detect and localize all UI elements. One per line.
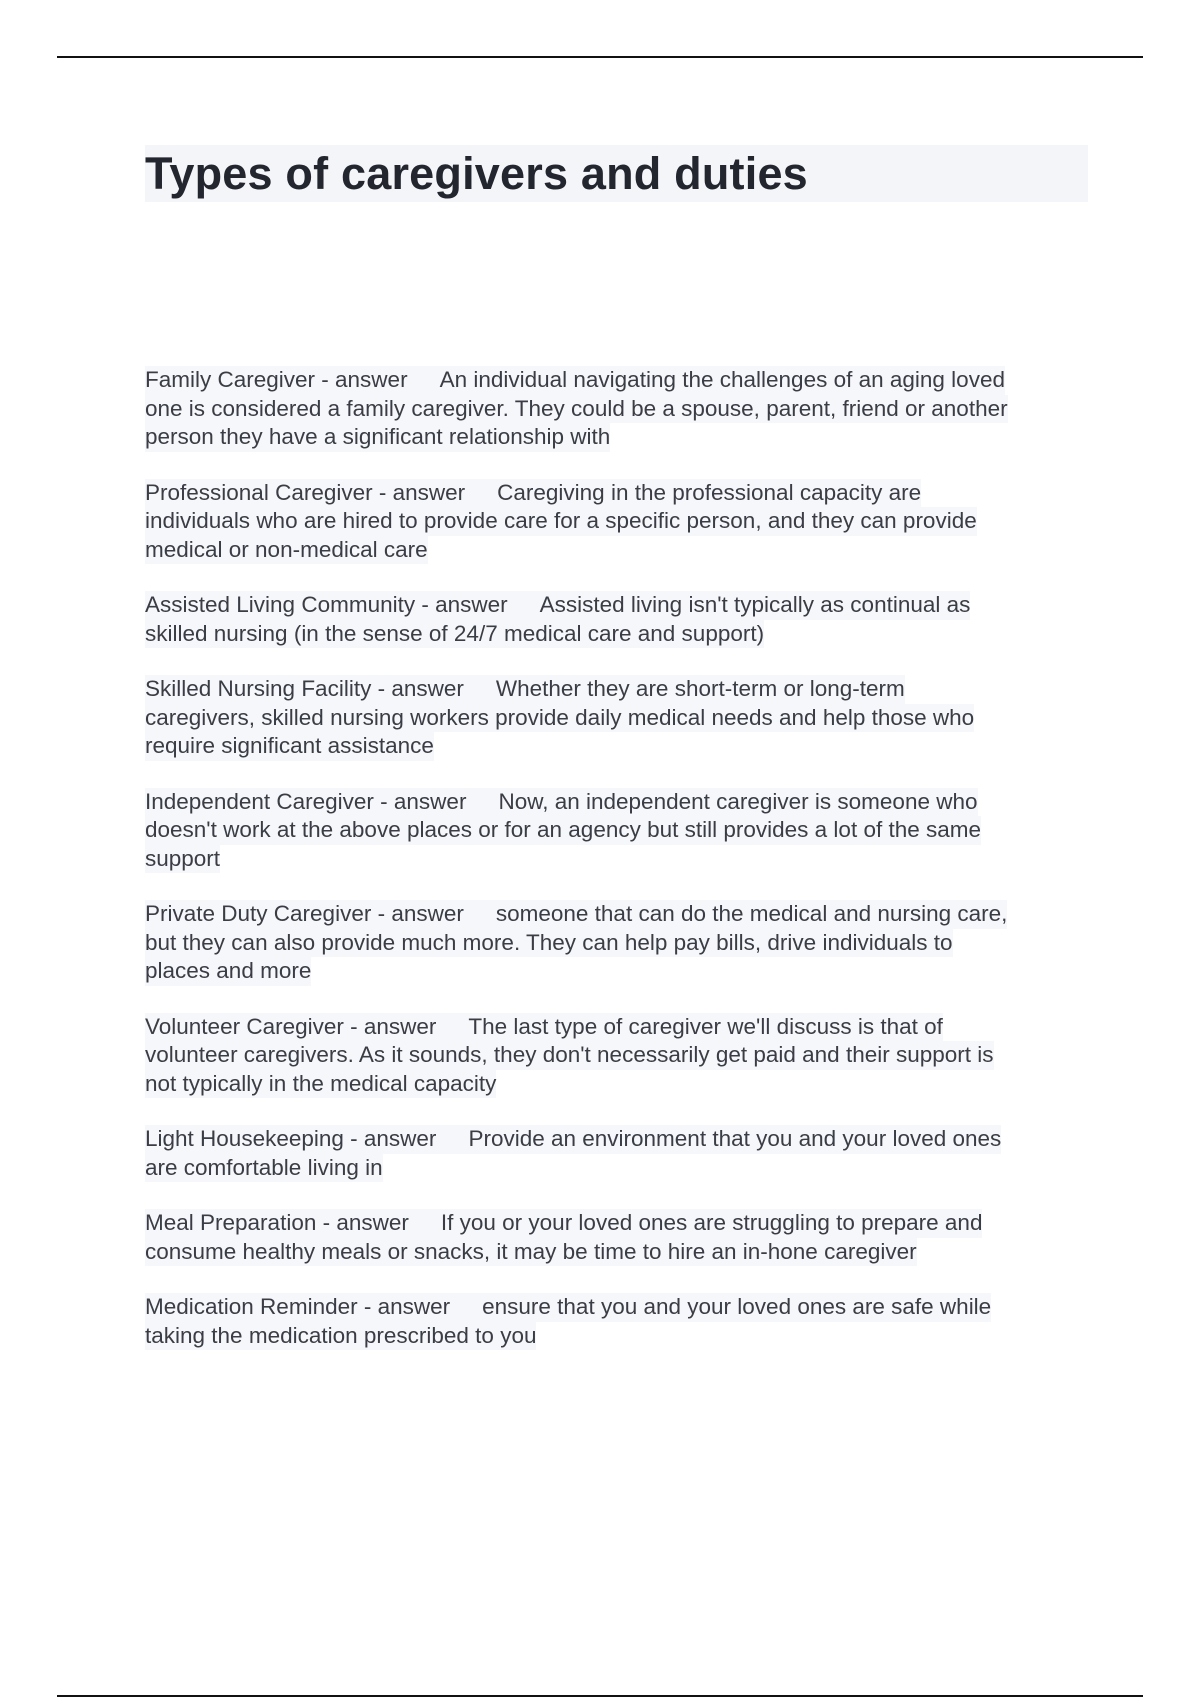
entry-term: Private Duty Caregiver - answer xyxy=(145,901,464,926)
top-divider xyxy=(57,56,1143,58)
bottom-divider xyxy=(57,1695,1143,1697)
entry-line xyxy=(145,536,428,565)
entry-line xyxy=(145,929,953,958)
entry-definition: Now, an independent caregiver is someone who xyxy=(498,788,978,814)
entry-definition: one is considered a family caregiver. They could be a spouse, parent, friend or another xyxy=(145,395,1008,421)
entry-line xyxy=(145,1238,917,1267)
entry-definition: skilled nursing (in the sense of 24/7 medical care and support) xyxy=(145,620,765,646)
definition-entry xyxy=(145,1293,1090,1350)
entry-definition: doesn't work at the above places or for an agency but still provides a lot of the same xyxy=(145,817,982,842)
entry-line xyxy=(145,366,1005,395)
entry-line xyxy=(145,900,1007,929)
definition-list xyxy=(145,366,1090,1377)
entry-line xyxy=(145,957,311,986)
entry-line xyxy=(145,704,974,733)
entry-term: Meal Preparation - answer xyxy=(145,1210,409,1235)
entry-definition: are comfortable living in xyxy=(145,1154,383,1180)
entry-definition: person they have a significant relationship with xyxy=(145,424,611,449)
entry-line xyxy=(145,1209,982,1238)
entry-line xyxy=(145,1154,383,1183)
definition-entry xyxy=(145,366,1090,452)
entry-definition: consume healthy meals or snacks, it may be time to hire an in-hone caregiver xyxy=(145,1238,917,1264)
entry-definition: Provide an environment that you and your loved ones xyxy=(468,1126,1002,1151)
definition-entry xyxy=(145,479,1090,565)
entry-definition: someone that can do the medical and nursing care, xyxy=(495,901,1008,926)
definition-entry xyxy=(145,1125,1090,1182)
definition-entry xyxy=(145,1013,1090,1099)
entry-line xyxy=(145,1070,496,1099)
entry-definition: The last type of caregiver we'll discuss is that of xyxy=(468,1013,943,1039)
entry-line xyxy=(145,675,905,704)
definition-entry xyxy=(145,675,1090,761)
entry-term: Family Caregiver - answer xyxy=(145,367,408,392)
entry-line xyxy=(145,479,921,508)
entry-line xyxy=(145,423,610,452)
entry-line xyxy=(145,788,978,817)
entry-line xyxy=(145,732,434,761)
entry-definition: An individual navigating the challenges of an aging loved xyxy=(439,367,1005,392)
entry-definition: Assisted living isn't typically as continual as xyxy=(539,592,971,617)
definition-entry xyxy=(145,591,1090,648)
entry-line xyxy=(145,395,1008,424)
entry-definition: not typically in the medical capacity xyxy=(145,1070,497,1096)
entry-term: Professional Caregiver - answer xyxy=(145,479,466,505)
entry-term: Independent Caregiver - answer xyxy=(145,788,467,814)
entry-line xyxy=(145,507,977,536)
entry-line xyxy=(145,1322,536,1351)
entry-definition: places and more xyxy=(145,958,312,983)
entry-term: Assisted Living Community - answer xyxy=(145,592,508,617)
entry-definition: medical or non-medical care xyxy=(145,536,428,562)
definition-entry xyxy=(145,788,1090,874)
entry-definition: Whether they are short-term or long-term xyxy=(495,676,905,701)
entry-definition: ensure that you and your loved ones are safe while xyxy=(482,1294,992,1319)
entry-term: Light Housekeeping - answer xyxy=(145,1126,437,1151)
entry-line xyxy=(145,591,970,620)
entry-term: Volunteer Caregiver - answer xyxy=(145,1013,437,1039)
definition-entry xyxy=(145,900,1090,986)
entry-definition: taking the medication prescribed to you xyxy=(145,1322,537,1348)
entry-line xyxy=(145,1013,943,1042)
entry-term: Medication Reminder - answer xyxy=(145,1294,451,1319)
entry-definition: Caregiving in the professional capacity are xyxy=(497,479,922,505)
entry-line xyxy=(145,1293,991,1322)
entry-definition: require significant assistance xyxy=(145,733,434,758)
entry-line xyxy=(145,620,764,649)
entry-line xyxy=(145,1041,994,1070)
entry-definition: volunteer caregivers. As it sounds, they don't necessarily get paid and their support is xyxy=(145,1042,994,1067)
entry-definition: individuals who are hired to provide care for a specific person, and they can provide xyxy=(145,508,977,533)
entry-line xyxy=(145,1125,1001,1154)
definition-entry xyxy=(145,1209,1090,1266)
entry-definition: caregivers, skilled nursing workers provide daily medical needs and help those who xyxy=(145,704,975,730)
entry-line xyxy=(145,816,981,845)
entry-definition: support xyxy=(145,845,221,871)
entry-definition: If you or your loved ones are struggling to prepare and xyxy=(440,1210,983,1235)
entry-term: Skilled Nursing Facility - answer xyxy=(145,676,464,701)
entry-definition: but they can also provide much more. They can help pay bills, drive individuals to xyxy=(145,929,953,955)
entry-line xyxy=(145,845,220,874)
page-title: Types of caregivers and duties xyxy=(145,148,808,199)
